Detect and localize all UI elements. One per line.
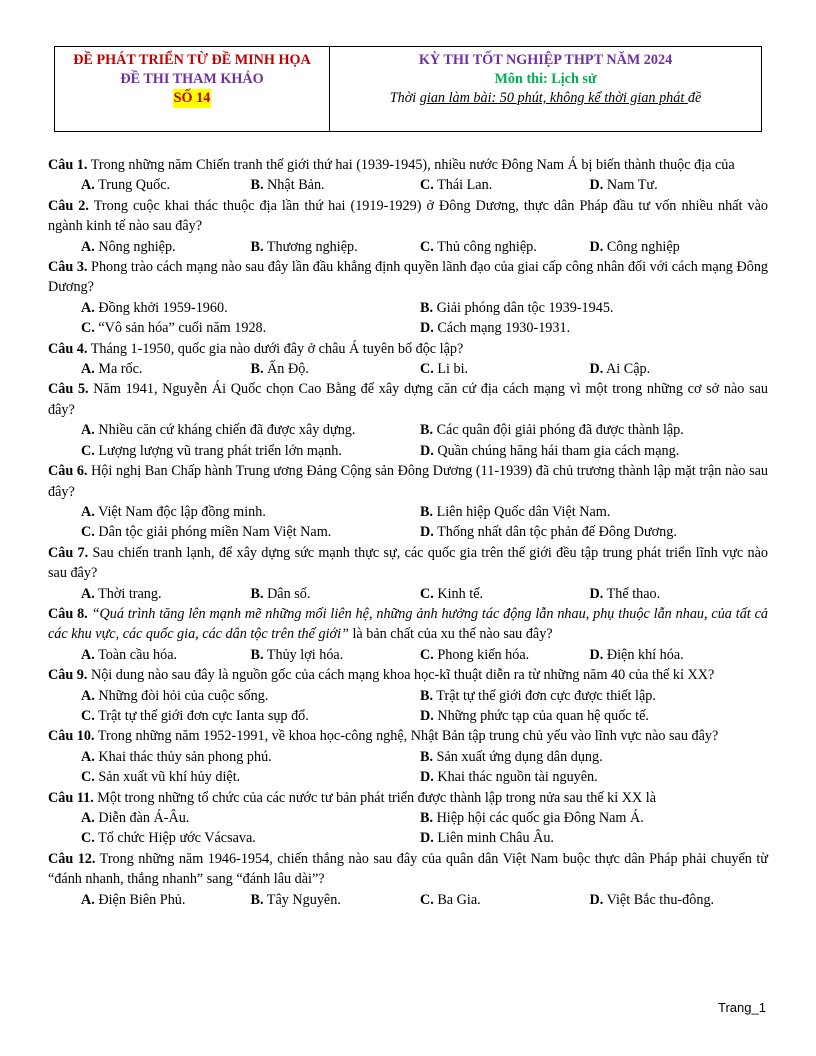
option-letter: D. bbox=[589, 891, 604, 908]
exam-duration bbox=[330, 89, 761, 108]
option-letter: A. bbox=[81, 177, 95, 194]
question-stem bbox=[48, 849, 768, 890]
option-text: Trật tự thế giới đơn cực Ianta sụp đổ. bbox=[94, 707, 309, 724]
option-text: Thời trang. bbox=[94, 585, 162, 602]
question-stem bbox=[48, 379, 768, 420]
option-letter: B. bbox=[250, 361, 264, 378]
answer-option bbox=[81, 318, 420, 338]
option-text: Nhiều căn cứ kháng chiến đã được xây dựng. bbox=[94, 422, 356, 439]
option-letter: D. bbox=[420, 524, 434, 541]
option-text: Các quân đội giải phóng đã được thành lập. bbox=[433, 422, 684, 439]
answer-option bbox=[420, 522, 759, 542]
answer-options bbox=[48, 686, 768, 727]
option-text: Thủ công nghiệp. bbox=[433, 238, 537, 255]
option-text: Thái Lan. bbox=[433, 177, 493, 194]
question-text: Hội nghị Ban Chấp hành Trung ương Đảng Cộng sản Đông Dương (11-1939) đã chủ trương thành lập mặt trận nào sau đây? bbox=[48, 463, 768, 500]
option-letter: D. bbox=[589, 361, 604, 378]
option-letter: A. bbox=[81, 891, 95, 908]
option-letter: D. bbox=[589, 585, 604, 602]
answer-option bbox=[420, 890, 590, 910]
exam-header bbox=[54, 46, 762, 132]
answer-option bbox=[81, 175, 251, 195]
duration-suffix: đề bbox=[687, 90, 702, 106]
option-letter: A. bbox=[81, 810, 95, 826]
answer-option bbox=[251, 359, 421, 379]
question-text: Trong cuộc khai thác thuộc địa lần thứ hai (1919-1929) ở Đông Dương, thực dân Pháp đầu tư vốn nhiều nhất vào ngành kinh tế nào sau đây? bbox=[48, 197, 768, 235]
option-text: Nông nghiệp. bbox=[94, 238, 176, 255]
question-stem bbox=[48, 665, 768, 685]
answer-options bbox=[48, 175, 768, 195]
answer-option bbox=[251, 175, 421, 195]
option-letter: A. bbox=[81, 361, 95, 378]
question-label: Câu 12. bbox=[48, 850, 96, 867]
option-letter: B. bbox=[420, 422, 434, 439]
answer-option bbox=[420, 808, 759, 828]
option-text: Thể thao. bbox=[603, 585, 661, 602]
option-letter: A. bbox=[81, 299, 95, 316]
option-letter: C. bbox=[420, 177, 434, 194]
question-stem bbox=[48, 543, 768, 584]
option-letter: D. bbox=[589, 646, 604, 663]
answer-option bbox=[590, 584, 760, 604]
answer-options bbox=[48, 645, 768, 665]
option-text: Khai thác nguồn tài nguyên. bbox=[433, 769, 598, 786]
option-text: Tây Nguyên. bbox=[263, 891, 341, 908]
option-text: Liên hiệp Quốc dân Việt Nam. bbox=[433, 503, 611, 520]
option-letter: D. bbox=[420, 320, 434, 337]
answer-option bbox=[251, 645, 421, 665]
option-letter: A. bbox=[81, 646, 95, 663]
duration-underlined: gian làm bài: 50 phút, không kể thời gian phát bbox=[419, 90, 688, 106]
option-letter: A. bbox=[81, 687, 95, 704]
answer-option bbox=[590, 890, 760, 910]
answer-option bbox=[81, 522, 420, 542]
answer-option bbox=[420, 767, 759, 787]
option-text: Việt Bắc thu-đông. bbox=[603, 891, 715, 908]
option-letter: D. bbox=[420, 442, 434, 459]
option-text: Thương nghiệp. bbox=[263, 238, 358, 255]
option-text: Thống nhất dân tộc phản đế Đông Dương. bbox=[433, 524, 677, 541]
option-text: Quần chúng hăng hái tham gia cách mạng. bbox=[433, 442, 680, 459]
answer-option bbox=[81, 645, 251, 665]
answer-option bbox=[420, 584, 590, 604]
answer-options bbox=[48, 584, 768, 604]
answer-option bbox=[420, 828, 759, 848]
page-number: Trang_1 bbox=[718, 1000, 766, 1015]
option-letter: B. bbox=[420, 810, 434, 826]
exam-number: SỐ 14 bbox=[173, 90, 211, 106]
exam-type-title: ĐỀ THI THAM KHẢO bbox=[120, 71, 264, 87]
answer-option bbox=[420, 441, 759, 461]
option-text: Liên minh Châu Âu. bbox=[433, 830, 554, 847]
answer-options bbox=[48, 298, 768, 339]
answer-option bbox=[81, 237, 251, 257]
option-letter: C. bbox=[81, 320, 95, 337]
questions-list bbox=[48, 155, 768, 910]
option-letter: B. bbox=[250, 238, 264, 255]
answer-option bbox=[420, 706, 759, 726]
option-letter: D. bbox=[420, 830, 434, 847]
question-label: Câu 1. bbox=[48, 157, 88, 173]
answer-option bbox=[81, 808, 420, 828]
answer-option bbox=[420, 359, 590, 379]
answer-option bbox=[251, 237, 421, 257]
answer-option bbox=[81, 828, 420, 848]
option-letter: D. bbox=[589, 238, 604, 255]
question-label: Câu 8. bbox=[48, 605, 88, 622]
option-letter: D. bbox=[420, 769, 434, 786]
answer-option bbox=[81, 359, 251, 379]
option-text: Ai Cập. bbox=[603, 361, 651, 378]
answer-option bbox=[420, 420, 759, 440]
option-letter: B. bbox=[420, 748, 434, 765]
option-letter: A. bbox=[81, 503, 95, 520]
answer-option bbox=[81, 420, 420, 440]
question-stem bbox=[48, 155, 768, 175]
option-text: Những đòi hỏi của cuộc sống. bbox=[94, 687, 269, 704]
option-text: Hiệp hội các quốc gia Đông Nam Á. bbox=[433, 810, 644, 826]
option-letter: B. bbox=[250, 585, 264, 602]
question-text: là bản chất của xu thế nào sau đây? bbox=[348, 626, 553, 643]
option-letter: B. bbox=[420, 687, 434, 704]
answer-option bbox=[81, 706, 420, 726]
question-text: Nội dung nào sau đây là nguồn gốc của cách mạng khoa học-kĩ thuật diễn ra từ những năm 40 của thế kỉ XX? bbox=[87, 667, 715, 684]
option-text: Sản xuất ứng dụng dân dụng. bbox=[433, 748, 603, 765]
question-text: Một trong những tổ chức của các nước tư bản phát triển được thành lập trong nửa sau thế kỉ XX là bbox=[93, 789, 657, 806]
option-text: Điện Biên Phủ. bbox=[94, 891, 186, 908]
option-text: Kinh tế. bbox=[433, 585, 484, 602]
answer-option bbox=[81, 747, 420, 767]
option-text: Khai thác thủy sản phong phú. bbox=[94, 748, 272, 765]
question-stem bbox=[48, 257, 768, 298]
answer-option bbox=[81, 298, 420, 318]
question-text: Trong những năm 1952-1991, về khoa học-công nghệ, Nhật Bản tập trung chủ yếu vào lĩnh vực nào sau đây? bbox=[94, 728, 719, 745]
question-text: Tháng 1-1950, quốc gia nào dưới đây ở châu Á tuyên bố độc lập? bbox=[87, 340, 464, 357]
answer-option bbox=[81, 502, 420, 522]
option-text: Li bi. bbox=[433, 361, 469, 378]
option-letter: D. bbox=[420, 707, 434, 724]
answer-option bbox=[590, 359, 760, 379]
answer-options bbox=[48, 890, 768, 910]
option-letter: A. bbox=[81, 748, 95, 765]
answer-option bbox=[81, 441, 420, 461]
option-letter: B. bbox=[420, 503, 434, 520]
option-letter: C. bbox=[81, 707, 95, 724]
option-text: Phong kiến hóa. bbox=[433, 646, 530, 663]
answer-option bbox=[251, 890, 421, 910]
answer-option bbox=[420, 175, 590, 195]
question-text: Phong trào cách mạng nào sau đây lần đầu khẳng định quyền lãnh đạo của giai cấp công nhân đối với cách mạng Đông Dương? bbox=[48, 259, 769, 296]
answer-options bbox=[48, 237, 768, 257]
question-stem bbox=[48, 788, 768, 808]
question-label: Câu 11. bbox=[48, 789, 94, 806]
option-text: Cách mạng 1930-1931. bbox=[433, 320, 571, 337]
option-text: Tổ chức Hiệp ước Vácsava. bbox=[94, 830, 256, 847]
answer-option bbox=[251, 584, 421, 604]
header-left-cell bbox=[55, 47, 330, 131]
exam-name: KỲ THI TỐT NGHIỆP THPT NĂM 2024 bbox=[418, 52, 673, 68]
option-text: Việt Nam độc lập đồng minh. bbox=[94, 503, 266, 520]
option-text: Toàn cầu hóa. bbox=[94, 646, 178, 663]
exam-subject: Môn thi: Lịch sử bbox=[494, 71, 597, 87]
answer-options bbox=[48, 420, 768, 461]
option-letter: A. bbox=[81, 238, 95, 255]
option-text: Ấn Độ. bbox=[263, 361, 309, 378]
question-text: Sau chiến tranh lạnh, để xây dựng sức mạnh thực sự, các quốc gia trên thế giới đều tập trung phát triển lĩnh vực nào sau đây? bbox=[48, 544, 769, 582]
option-text: “Vô sản hóa” cuối năm 1928. bbox=[94, 320, 267, 337]
option-letter: A. bbox=[81, 422, 95, 439]
answer-option bbox=[420, 237, 590, 257]
answer-option bbox=[590, 175, 760, 195]
option-letter: C. bbox=[81, 769, 95, 786]
option-text: Lượng lượng vũ trang phát triển lớn mạnh. bbox=[94, 442, 342, 459]
answer-options bbox=[48, 502, 768, 543]
question-label: Câu 3. bbox=[48, 259, 88, 276]
answer-option bbox=[420, 645, 590, 665]
question-stem bbox=[48, 461, 768, 502]
question-stem bbox=[48, 196, 768, 237]
option-text: Trung Quốc. bbox=[94, 177, 171, 194]
option-text: Nam Tư. bbox=[603, 177, 658, 194]
option-text: Điện khí hóa. bbox=[603, 646, 684, 663]
option-text: Sản xuất vũ khí hủy diệt. bbox=[94, 769, 241, 786]
option-text: Thủy lợi hóa. bbox=[263, 646, 344, 663]
duration-prefix: Thời bbox=[389, 90, 420, 106]
option-text: Đồng khởi 1959-1960. bbox=[94, 299, 228, 316]
option-letter: B. bbox=[420, 299, 434, 316]
answer-option bbox=[81, 767, 420, 787]
option-letter: C. bbox=[420, 585, 434, 602]
option-letter: B. bbox=[250, 891, 264, 908]
option-text: Giải phóng dân tộc 1939-1945. bbox=[433, 299, 614, 316]
option-letter: B. bbox=[250, 177, 264, 194]
option-text: Dân tộc giải phóng miền Nam Việt Nam. bbox=[94, 524, 332, 541]
answer-option bbox=[420, 686, 759, 706]
option-letter: D. bbox=[589, 177, 604, 194]
answer-options bbox=[48, 359, 768, 379]
option-letter: C. bbox=[420, 361, 434, 378]
option-text: Những phức tạp của quan hệ quốc tế. bbox=[433, 707, 649, 724]
option-letter: C. bbox=[420, 646, 434, 663]
option-letter: A. bbox=[81, 585, 95, 602]
question-label: Câu 5. bbox=[48, 381, 89, 398]
option-letter: C. bbox=[420, 238, 434, 255]
answer-option bbox=[81, 890, 251, 910]
question-stem bbox=[48, 726, 768, 746]
option-text: Ma rốc. bbox=[94, 361, 143, 378]
option-letter: B. bbox=[250, 646, 264, 663]
option-text: Diễn đàn Á-Âu. bbox=[94, 810, 190, 826]
option-letter: C. bbox=[81, 442, 95, 459]
question-label: Câu 6. bbox=[48, 463, 88, 480]
answer-option bbox=[81, 584, 251, 604]
option-letter: C. bbox=[420, 891, 434, 908]
question-label: Câu 7. bbox=[48, 544, 89, 561]
question-text: Trong những năm 1946-1954, chiến thắng nào sau đây của quân dân Việt Nam buộc thực dân Pháp phải chuyển từ “đánh nhanh, thắng nhanh” sang “đánh lâu dài”? bbox=[48, 850, 768, 888]
option-letter: C. bbox=[81, 830, 95, 847]
question-label: Câu 4. bbox=[48, 340, 88, 357]
header-right-cell bbox=[330, 47, 761, 131]
question-label: Câu 10. bbox=[48, 728, 95, 745]
option-text: Ba Gia. bbox=[433, 891, 481, 908]
option-text: Nhật Bản. bbox=[263, 177, 325, 194]
question-text: Trong những năm Chiến tranh thế giới thứ hai (1939-1945), nhiều nước Đông Nam Á bị biến thành thuộc địa của bbox=[87, 157, 735, 173]
option-letter: C. bbox=[81, 524, 95, 541]
answer-option bbox=[81, 686, 420, 706]
option-text: Dân số. bbox=[263, 585, 311, 602]
question-label: Câu 9. bbox=[48, 667, 88, 684]
option-text: Trật tự thế giới đơn cực được thiết lập. bbox=[433, 687, 656, 704]
exam-source-title: ĐỀ PHÁT TRIỂN TỪ ĐỀ MINH HỌA bbox=[73, 52, 311, 68]
answer-option bbox=[420, 298, 759, 318]
question-label: Câu 2. bbox=[48, 197, 89, 214]
answer-options bbox=[48, 747, 768, 788]
answer-options bbox=[48, 808, 768, 849]
answer-option bbox=[590, 645, 760, 665]
question-text: Năm 1941, Nguyễn Ái Quốc chọn Cao Bằng để xây dựng căn cứ địa cách mạng vì một trong những cơ sở nào sau đây? bbox=[48, 381, 769, 418]
answer-option bbox=[420, 747, 759, 767]
option-text: Công nghiệp bbox=[603, 238, 680, 255]
answer-option bbox=[590, 237, 760, 257]
answer-option bbox=[420, 318, 759, 338]
question-stem bbox=[48, 604, 768, 645]
question-stem bbox=[48, 339, 768, 359]
answer-option bbox=[420, 502, 759, 522]
question-quote: “Quá trình tăng lên mạnh mẽ những mối liên hệ, những ảnh hưởng tác động lẫn nhau, phụ thuộc lẫn nhau, của tất cả các khu vực, các quốc gia, các dân tộc trên thế giới” bbox=[48, 605, 768, 643]
